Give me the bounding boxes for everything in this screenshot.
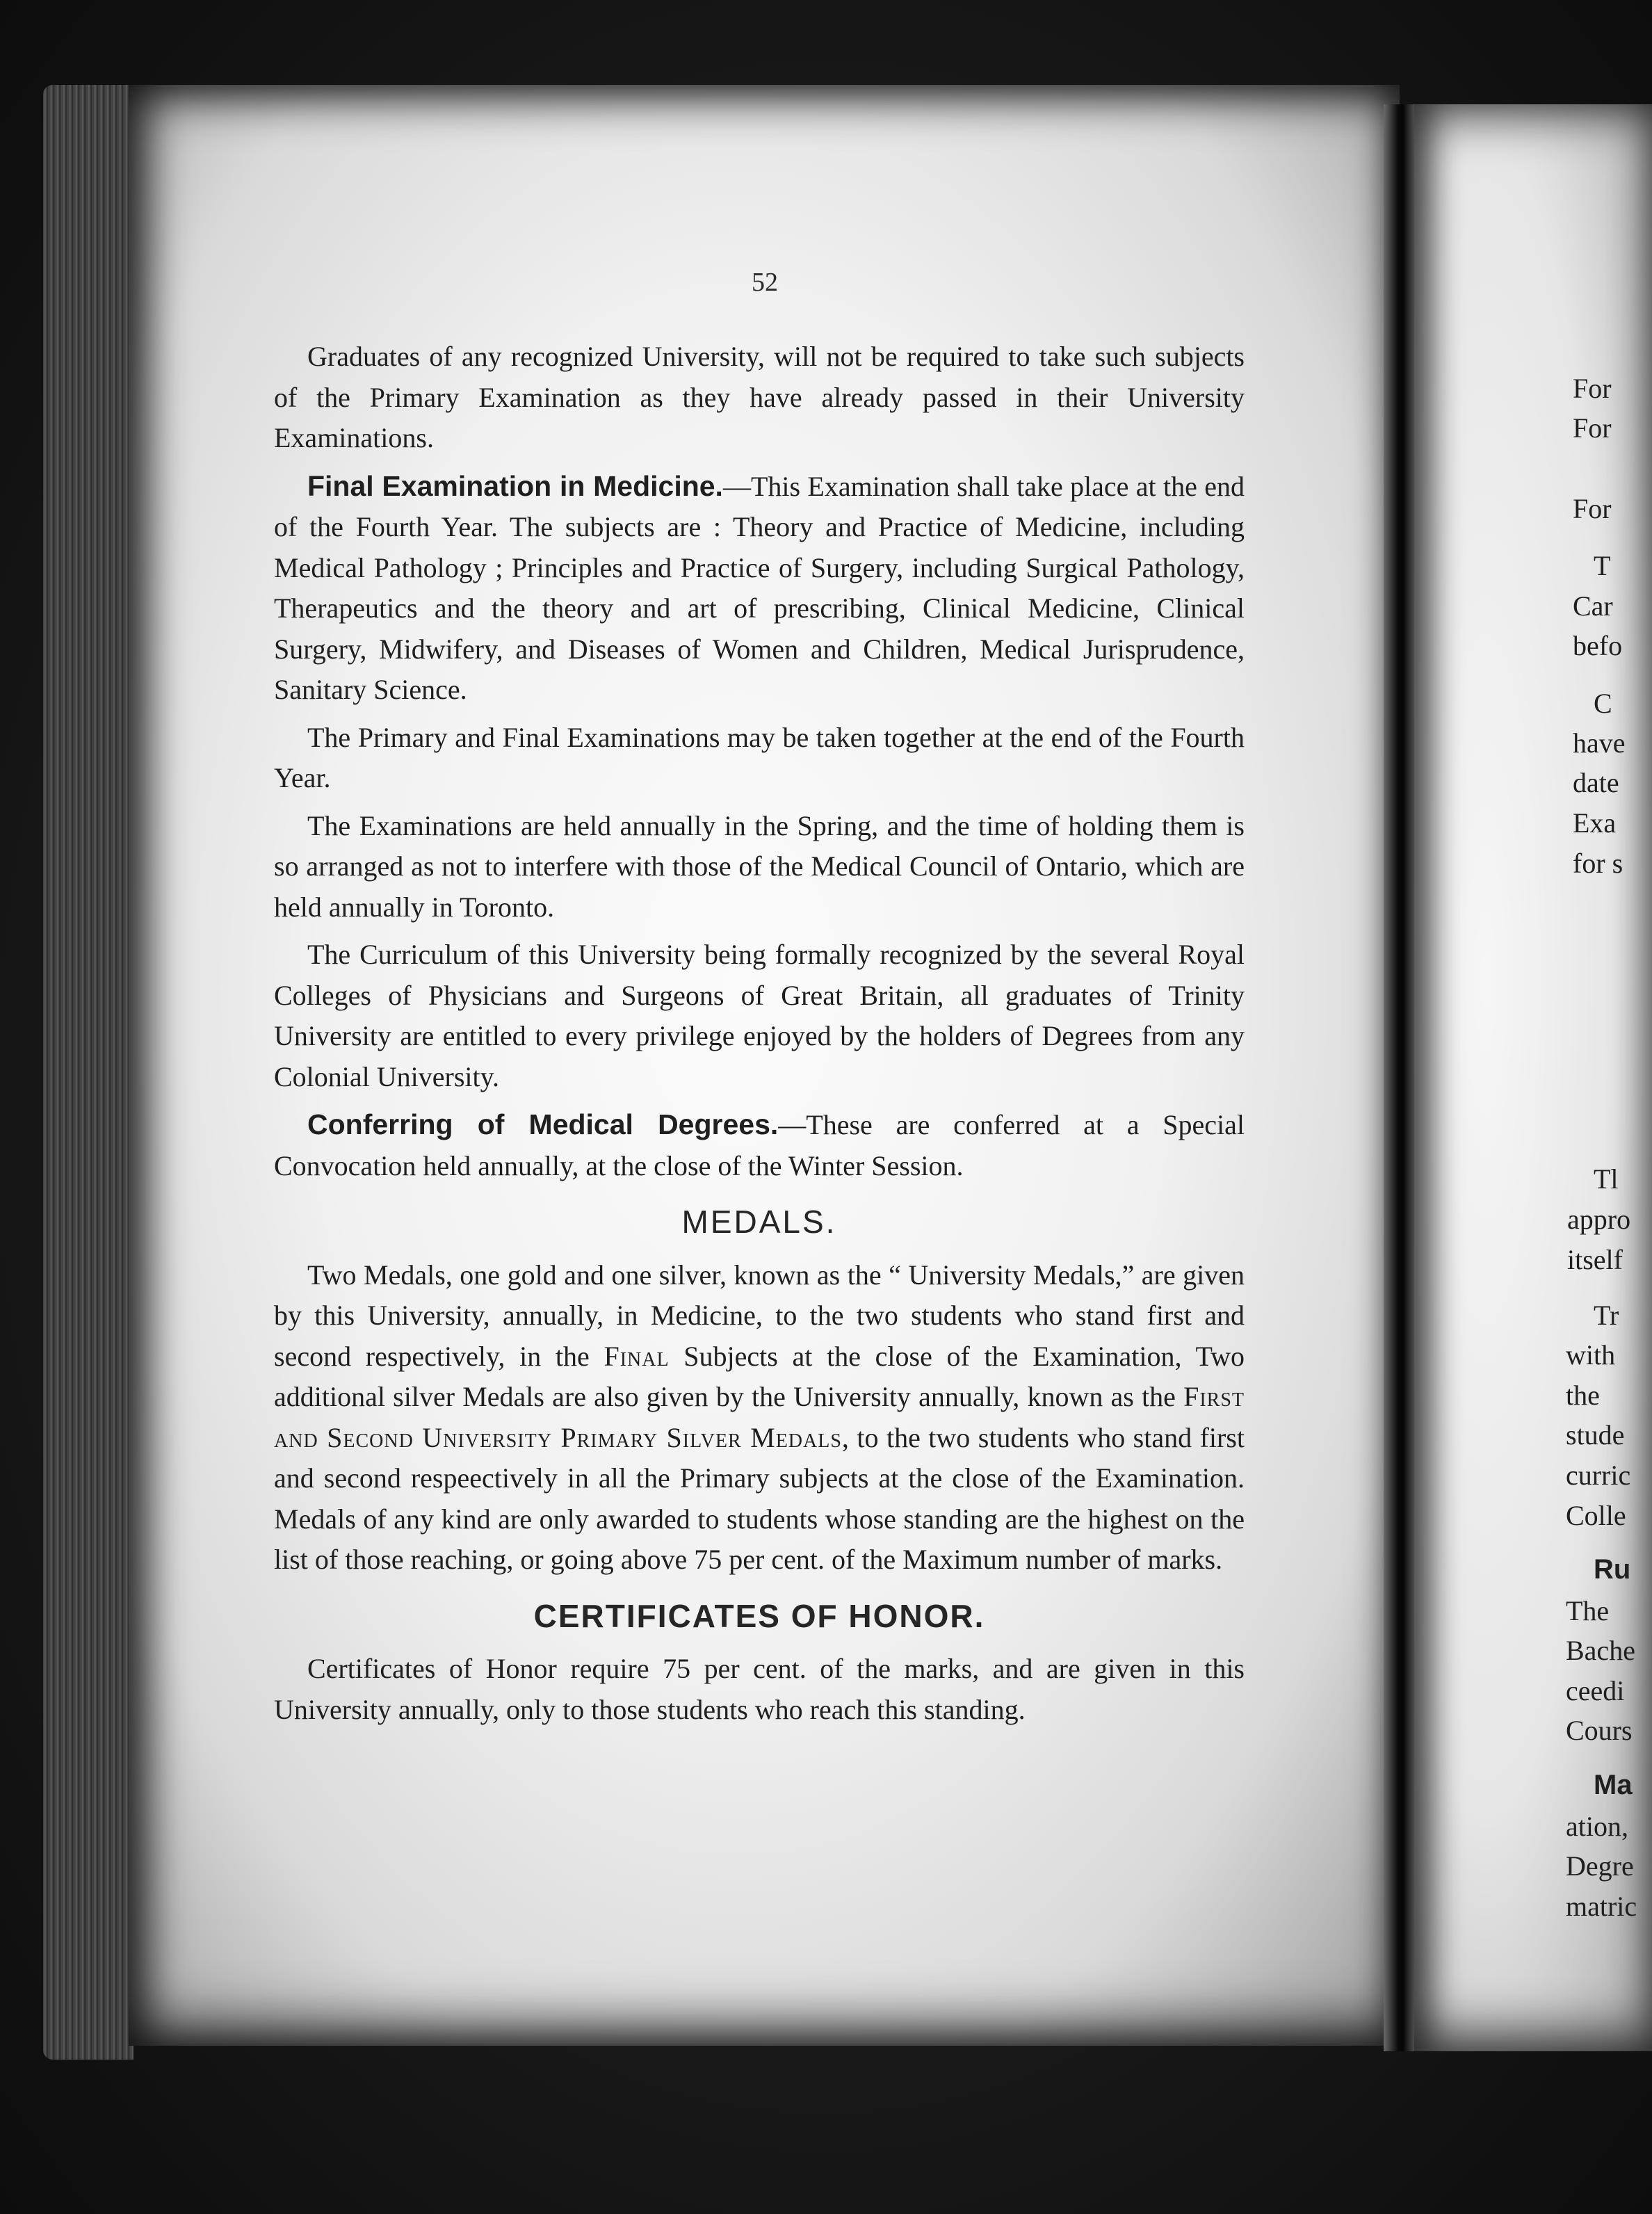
medals-text-c: , to the two students who stand first and second respeectively in all the Primary subjects at the close of the Examination. Medals of any kind are only awarded to students whose standing are the highest on the list of those reaching, or going above 75 per cent. of the Maximum number of marks. [274, 1421, 1245, 1575]
right-fragment: with [1566, 1339, 1616, 1371]
paragraph-medals [274, 1255, 1245, 1581]
page-number: 52 [752, 268, 778, 297]
paragraph-curriculum: The Curriculum of this University being formally recognized by the several Royal Colleges of Physicians and Surgeons of Great Britain, all graduates of Trinity University are entitled to every privilege enjoyed by the holders of Degrees from any Colonial University. [274, 939, 1245, 1092]
conferring-degrees-heading: Conferring of Medical Degrees. [307, 1108, 779, 1140]
right-fragment: itself [1567, 1244, 1623, 1275]
right-fragment: Exa [1573, 807, 1617, 839]
right-fragment: the [1566, 1380, 1600, 1411]
book-page-edges [43, 85, 133, 2060]
right-fragment: For [1573, 412, 1612, 444]
paragraph-examinations-held: The Examinations are held annually in the Spring, and the time of holding them is so arranged as not to interfere with those of the Medical Council of Ontario, which are held annually in Toronto. [274, 809, 1245, 923]
right-fragment: The [1566, 1595, 1610, 1626]
final-examination-heading: Final Examination in Medicine. [307, 469, 723, 502]
primary-silver-medals-term: First and Second University Primary Silver Medals [274, 1381, 1245, 1453]
right-fragment: Tl [1594, 1163, 1619, 1195]
medals-heading: MEDALS. [681, 1204, 837, 1240]
right-fragment: For [1573, 373, 1612, 404]
paragraph-conferring-degrees [274, 1104, 1245, 1186]
right-fragment: ation, [1566, 1811, 1628, 1842]
right-fragment: ceedi [1566, 1675, 1625, 1706]
right-page [1414, 104, 1652, 2051]
medals-text-b: Subjects at the close of the Examination, Two additional silver Medals are also given by the University annually, known as the [274, 1340, 1245, 1412]
right-fragment: Car [1573, 590, 1613, 622]
right-fragment: Cours [1566, 1715, 1633, 1746]
paragraph-primary-final: The Primary and Final Examinations may be taken together at the end of the Fourth Year. [274, 721, 1245, 793]
paragraph-final-examination [274, 466, 1245, 711]
right-fragment: befo [1573, 630, 1623, 661]
right-fragment: Tr [1594, 1300, 1619, 1331]
medals-final-term: Final [604, 1340, 670, 1372]
paragraph-certificates: Certificates of Honor require 75 per cent. of the marks, and are given in this University annually, only to those students who reach this standing. [274, 1653, 1245, 1725]
right-fragment: Ru [1594, 1554, 1631, 1585]
right-fragment: C [1594, 688, 1612, 719]
conferring-degrees-body: —These are conferred at a Special Convocation held annually, at the close of the Winter Session. [274, 1109, 1245, 1181]
right-fragment: Ma [1594, 1770, 1633, 1800]
right-fragment: For [1573, 493, 1612, 524]
right-fragment: for s [1573, 848, 1623, 879]
right-fragment: matric [1566, 1891, 1637, 1922]
right-fragment: T [1594, 550, 1611, 581]
right-fragment: date [1573, 767, 1619, 798]
certificates-heading: CERTIFICATES OF HONOR. [533, 1597, 985, 1634]
book-gutter [1384, 104, 1416, 2051]
paragraph-graduates: Graduates of any recognized University, will not be required to take such subjects of the Primary Examination as they have already passed in their University Examinations. [274, 341, 1245, 453]
right-fragment: have [1573, 727, 1626, 759]
right-fragment: Colle [1566, 1500, 1626, 1531]
right-fragment: Degre [1566, 1850, 1634, 1882]
right-fragment: appro [1567, 1204, 1631, 1235]
right-fragment: curric [1566, 1460, 1631, 1491]
left-page-text [274, 337, 1245, 1737]
final-examination-body: —This Examination shall take place at the end of the Fourth Year. The subjects are : Theory and Practice of Medicine, including Medical Pathology ; Principles and Practice of Surgery, including Surgical Pathology, Therapeutics and the theory and art of prescribing, Clinical Medicine, Clinical Surgery, Midwifery, and Diseases of Women and Children, Medical Jurisprudence, Sanitary Science. [274, 470, 1245, 705]
medals-text-a: Two Medals, one gold and one silver, known as the “ University Medals,” are given by this University, annually, in Medicine, to the two students who stand first and second respectively, in the [274, 1259, 1245, 1372]
right-fragment: Bache [1566, 1635, 1635, 1666]
right-fragment: stude [1566, 1419, 1625, 1451]
